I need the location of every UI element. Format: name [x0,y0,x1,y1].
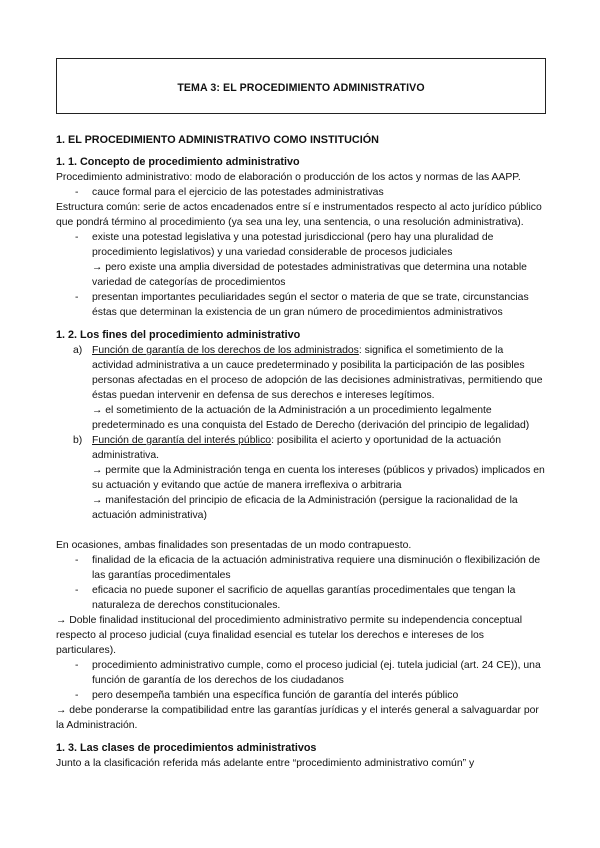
document-title: TEMA 3: EL PROCEDIMIENTO ADMINISTRATIVO [177,81,425,94]
title-box [56,58,546,114]
section-1-3-heading: 1. 3. Las clases de procedimientos administrativos [56,742,317,754]
clases-intro-paragraph: Junto a la clasificación referida más adelante entre “procedimiento administrativo común” y [56,758,475,769]
list-item: - cauce formal para el ejercicio de las potestades administrativas [56,185,546,200]
arrow-note: → manifestación del principio de eficacia de la Administración (persigue la racionalidad de la actuación administrativa) [92,495,518,521]
list-item: - procedimiento administrativo cumple, como el proceso judicial (ej. tutela judicial (art. 24 CE)), una función de garantía de los derechos de los ciudadanos [56,658,546,688]
arrow-note: → el sometimiento de la actuación de la Administración a un procedimiento legalmente predeterminado es una conquista del Estado de Derecho (derivación del principio de legalidad) [92,405,530,431]
lettered-item-a [56,343,546,433]
section-1-1-heading: 1. 1. Concepto de procedimiento administrativo [56,156,300,168]
list-item [56,230,546,290]
definition-paragraph: Procedimiento administrativo: modo de elaboración o producción de los actos y normas de las AAPP. [56,172,521,183]
document-page [56,58,546,771]
list-item-text: - existe una potestad legislativa y una potestad jurisdiccional (pero hay una pluralidad de procedimiento legislativos) y una variedad considerable de procesos judiciales [92,232,494,258]
item-b-title: Función de garantía del interés público [92,435,272,446]
item-a-title: Función de garantía de los derechos de los administrados [92,345,359,356]
list-item: - pero desempeña también una específica función de garantía del interés público [56,688,546,703]
arrow-note: → permite que la Administración tenga en cuenta los intereses (públicos y privados) implicados en su actuación y evitando que actúe de manera irreflexiva o arbitraria [92,465,545,491]
arrow-note: → pero existe una amplia diversidad de potestades administrativas que determina una notable variedad de categorías de procedimientos [92,262,527,288]
list-item: - presentan importantes peculiaridades según el sector o materia de que se trate, circunstancias éstas que determinan la existencia de un gran número de procedimientos administrativos [56,290,546,320]
ocasiones-paragraph: En ocasiones, ambas finalidades son presentadas de un modo contrapuesto. [56,540,412,551]
item-a-text: : significa el sometimiento de la actividad administrativa a un cauce predeterminado y posibilita la participación de las posibles personas afectadas en el proceso de adopción de las decisiones administrativas, permitiendo que éstas puedan intervenir en defensa de sus derechos e intereses legítimos. [92,345,543,401]
list-item: - eficacia no puede suponer el sacrificio de aquellas garantías procedimentales que tengan la naturaleza de derechos constitucionales. [56,583,546,613]
ponderarse-paragraph: → debe ponderarse la compatibilidad entre las garantías jurídicas y el interés general a salvaguardar por la Administración. [56,705,539,731]
item-marker: b) [73,435,83,446]
item-marker: a) [73,345,83,356]
section-1-2-heading: 1. 2. Los fines del procedimiento administrativo [56,329,301,341]
section-1-heading: 1. EL PROCEDIMIENTO ADMINISTRATIVO COMO INSTITUCIÓN [56,134,379,146]
estructura-paragraph: Estructura común: serie de actos encadenados entre sí e instrumentados respecto al acto jurídico público que pondrá término al procedimiento (ya sea una ley, una sentencia, o una resolución administrativa). [56,202,542,228]
item-b-text: : posibilita el acierto y oportunidad de la actuación administrativa. [92,435,501,461]
doble-finalidad-paragraph: → Doble finalidad institucional del procedimiento administrativo permite su independencia conceptual respecto al proceso judicial (cuya finalidad esencial es tutelar los derechos e intereses de los particulares). [56,615,523,656]
list-item: - finalidad de la eficacia de la actuación administrativa requiere una disminución o flexibilización de las garantías procedimentales [56,553,546,583]
lettered-item-b [56,433,546,523]
